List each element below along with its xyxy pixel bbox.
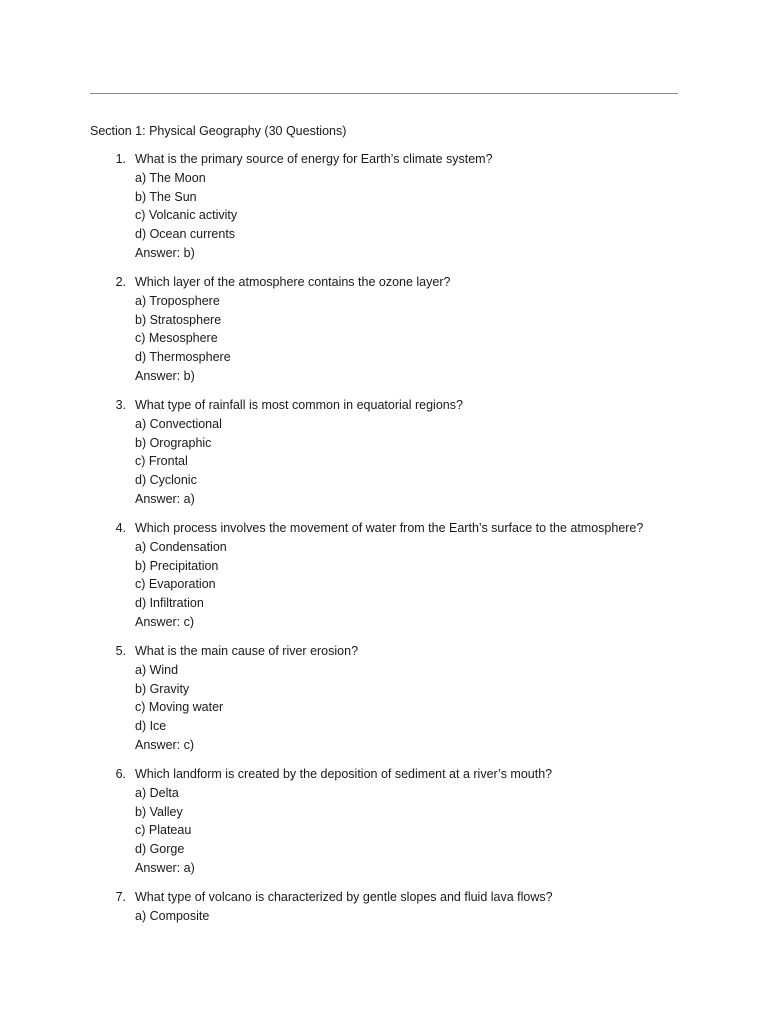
option-b: b) Orographic [135, 435, 212, 450]
option-d: d) Cyclonic [135, 473, 197, 488]
option-a: a) The Moon [135, 170, 206, 185]
question-list [0, 150, 768, 1011]
option-c: c) Mesosphere [135, 331, 218, 346]
question-text: What type of rainfall is most common in equatorial regions? [135, 398, 463, 412]
question-item [0, 888, 768, 1011]
question-number: 3. [115, 398, 126, 412]
question-item [0, 519, 768, 642]
option-b: b) Gravity [135, 681, 190, 696]
section-title: Section 1: Physical Geography (30 Questions) [90, 124, 347, 138]
option-d: d) Ocean currents [135, 227, 236, 242]
question-number: 1. [115, 152, 126, 166]
option-b: b) Stratosphere [135, 312, 222, 327]
answer-line: Answer: a) [135, 860, 195, 875]
question-text: Which layer of the atmosphere contains the ozone layer? [135, 275, 451, 289]
option-a: a) Convectional [135, 416, 222, 431]
question-text: Which process involves the movement of water from the Earth’s surface to the atmosphere? [135, 521, 644, 535]
option-c: c) Volcanic activity [135, 208, 238, 223]
option-c: c) Frontal [135, 454, 188, 469]
question-item [0, 642, 768, 765]
option-a: a) Delta [135, 785, 179, 800]
option-d: d) Thermosphere [135, 350, 231, 365]
option-c: c) Moving water [135, 700, 224, 715]
option-a: a) Composite [135, 908, 210, 923]
question-number: 6. [115, 767, 126, 781]
question-text: What is the main cause of river erosion? [135, 644, 359, 658]
option-d: d) Infiltration [135, 596, 204, 611]
answer-line: Answer: b) [135, 245, 195, 260]
question-number: 2. [115, 275, 126, 289]
option-b: b) The Sun [135, 189, 197, 204]
option-b: b) Valley [135, 804, 183, 819]
answer-line: Answer: b) [135, 368, 195, 383]
answer-line: Answer: a) [135, 491, 195, 506]
header-divider [90, 93, 678, 94]
option-d: d) Ice [135, 719, 167, 734]
option-c: c) Plateau [135, 823, 192, 838]
option-a: a) Troposphere [135, 293, 220, 308]
option-b: b) Precipitation [135, 558, 219, 573]
option-d: d) Gorge [135, 842, 185, 857]
question-item [0, 396, 768, 519]
answer-line: Answer: c) [135, 614, 195, 629]
question-text: Which landform is created by the deposition of sediment at a river’s mouth? [135, 767, 553, 781]
question-number: 7. [115, 890, 126, 904]
question-item [0, 273, 768, 396]
option-c: c) Evaporation [135, 577, 216, 592]
question-number: 5. [115, 644, 126, 658]
question-item [0, 765, 768, 888]
question-text: What is the primary source of energy for Earth’s climate system? [135, 152, 493, 166]
question-item [0, 150, 768, 273]
option-a: a) Condensation [135, 539, 227, 554]
question-number: 4. [115, 521, 126, 535]
option-a: a) Wind [135, 662, 179, 677]
question-text: What type of volcano is characterized by gentle slopes and fluid lava flows? [135, 890, 553, 904]
answer-line: Answer: c) [135, 737, 195, 752]
